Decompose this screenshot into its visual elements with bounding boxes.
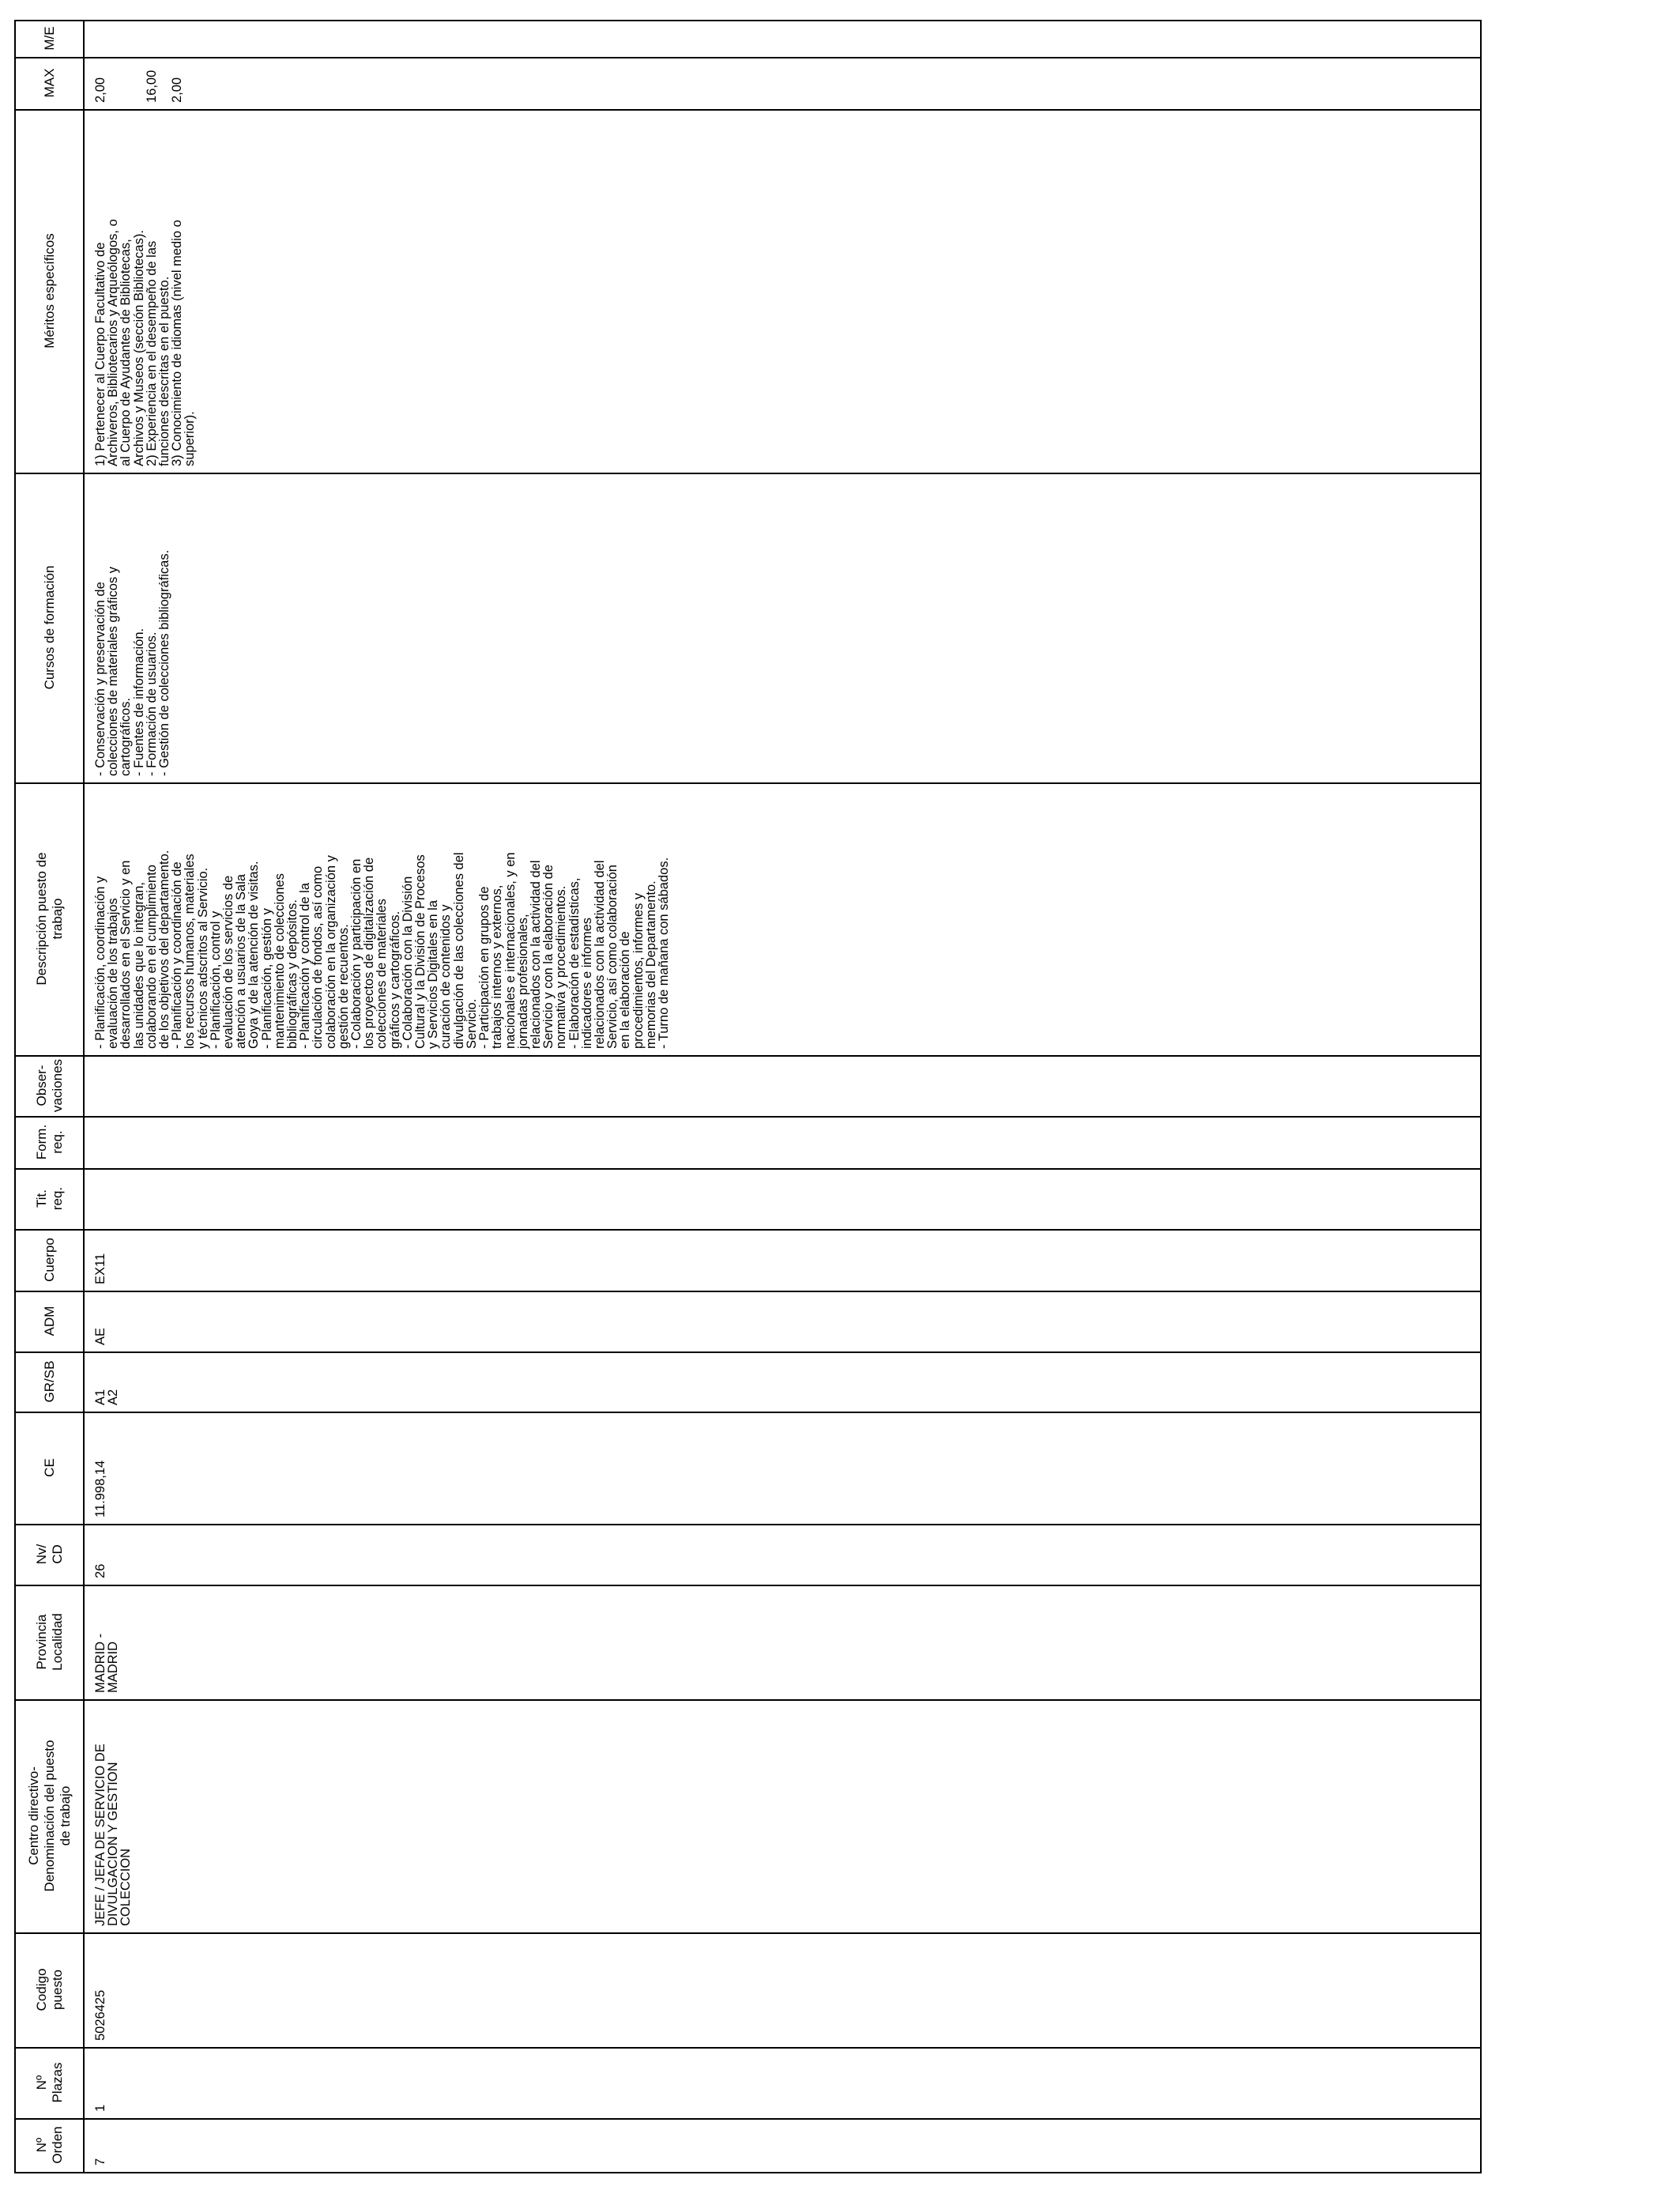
cell-descripcion-line: circulación de fondos, así como [311,865,326,1049]
cell-max-line [133,57,145,103]
cell-descripcion-line: - Planificación y control de la [298,882,313,1049]
header-centro-line: Centro directivo- [25,1766,41,1865]
header-formacion [16,1116,83,1168]
header-titulacion [16,1168,83,1229]
cell-centro [85,1699,1480,1932]
header-orden [16,2118,83,2172]
cell-grupo-line: A1 [93,1389,107,1405]
cell-cursos-line: cartográficos. [119,697,134,776]
cell-descripcion-line: - Planificación, gestión y [259,908,274,1049]
cell-cursos [85,473,1480,782]
cell-cursos-line: - Formación de usuarios. [144,631,159,776]
cell-descripcion-line: nacionales e internacionales, y en [503,852,518,1049]
cell-plazas [85,2047,1480,2118]
cell-observaciones [85,1055,1480,1116]
cell-descripcion-line: las unidades que lo integran, [131,882,146,1049]
cell-ce [85,1412,1480,1524]
cell-descripcion-line: en la elaboración de [618,931,633,1049]
header-ce-line: CE [41,1458,57,1477]
cell-descripcion-line: divulgación de las colecciones del [451,852,466,1049]
header-formacion-line: req. [49,1130,65,1154]
cell-max-line [158,57,171,103]
cell-cuerpo-line: EX11 [93,1253,107,1284]
cell-meritos-line: Archiveros, Bibliotecarios y Arqueólogos, o [106,219,121,466]
header-nivel [16,1524,83,1585]
cell-max-line [107,57,119,103]
cell-cursos-line: - Fuentes de información. [131,628,146,776]
cell-descripcion-line: atención a usuarios de la Sala [234,873,249,1049]
header-cursos-line: Cursos de formación [41,565,57,690]
cell-me [85,20,1480,57]
cell-meritos-line: 2) Experiencia en el desempeño de las [144,240,159,466]
cell-orden-line: 7 [93,2158,107,2166]
header-orden-line: Orden [49,2126,65,2164]
header-grupo [16,1351,83,1412]
header-codigo-line: Codigo [33,1968,49,2011]
header-meritos [16,109,83,473]
cell-max-line [119,57,132,103]
cell-centro-line: COLECCION [119,1848,134,1926]
cell-max-line: 2,00 [170,77,185,103]
table-border-right [1480,20,1482,2173]
cell-ce-line: 11.998,14 [93,1460,107,1517]
cell-grupo-line: A2 [106,1389,121,1405]
cell-descripcion-line: indicadores e informes [579,918,594,1049]
cell-descripcion-line: memorias del Departamento. [643,880,658,1049]
header-provincia [16,1585,83,1699]
header-titulacion-line: req. [49,1186,65,1211]
cell-descripcion-line: procedimientos, informes y [631,892,646,1049]
cell-descripcion-line: normativa y procedimientos. [554,885,569,1049]
header-observaciones-line: Obser- [33,1065,49,1106]
cell-cursos-line: - Conservación y preservación de [93,582,107,776]
cell-meritos-line: al Cuerpo de Ayudantes de Bibliotecas, [119,239,134,466]
header-descripcion-line: trabajo [49,898,65,940]
cell-descripcion-line: - Colaboración y participación en [349,858,364,1049]
header-max-line: MAX [41,68,57,98]
cell-descripcion-line: Goya y de la atención de visitas. [247,861,262,1049]
cell-descripcion-line: - Elaboración de estadísticas, [567,877,582,1049]
cell-descripcion-line: colecciones de materiales [375,899,390,1049]
header-centro [16,1699,83,1932]
header-meritos-line: Méritos específicos [41,233,57,349]
header-me-line: M/E [41,26,57,51]
cell-descripcion-line: y técnicos adscritos al Servicio. [195,867,210,1049]
cell-descripcion-line: gráficos y cartográficos. [387,910,402,1049]
cell-max-line: 2,00 [93,77,107,103]
cell-descripcion-line: gestión de recuentos. [336,924,351,1049]
header-cuerpo-line: Cuerpo [41,1238,57,1282]
header-codigo [16,1932,83,2047]
header-observaciones [16,1055,83,1116]
cell-meritos-line: funciones descritas en el puesto. [157,276,172,466]
header-orden-line: Nº [33,2137,49,2153]
header-provincia-line: Localidad [49,1613,65,1671]
cell-descripcion-line: jornadas profesionales, [515,914,530,1049]
cell-max-line: 16,00 [144,70,159,103]
cell-descripcion-line: - Colaboración con la División [400,876,415,1049]
cell-descripcion-line: curación de contenidos y [439,904,454,1049]
cell-descripcion-line: colaborando en el cumplimiento [144,865,159,1049]
header-descripcion-line: Descripción puesto de [33,852,49,986]
cell-descripcion [85,782,1480,1055]
cell-descripcion-line: colaboración en la organización y [323,855,338,1049]
header-plazas-line: Nº [33,2075,49,2090]
cell-codigo-line: 5026425 [93,1989,107,2041]
cell-descripcion-line: - Planificación, coordinación y [93,876,107,1049]
cell-descripcion-line: Servicio y con la elaboración de [541,865,556,1049]
header-provincia-line: Provincia [33,1614,49,1670]
header-plazas-line: Plazas [49,2062,65,2103]
header-titulacion-line: Tit. [33,1189,49,1208]
header-observaciones-line: vaciones [49,1058,65,1113]
header-descripcion [16,782,83,1055]
cell-centro-line: DIVULGACION Y GESTION [106,1762,121,1926]
cell-descripcion-line: Servicio. [464,998,479,1049]
header-adm-line: ADM [41,1306,57,1336]
header-nivel-line: Nv/ [33,1544,49,1565]
cell-adm-line: AE [93,1327,107,1345]
column-divider-orden [14,2172,1482,2173]
header-plazas [16,2047,83,2118]
cell-descripcion-line: relacionados con la actividad del [592,860,607,1049]
cell-nivel [85,1524,1480,1585]
cell-provincia-line: MADRID [106,1641,121,1693]
header-nivel-line: CD [49,1544,65,1564]
cell-grupo [85,1351,1480,1412]
cell-formacion [85,1116,1480,1168]
header-grupo-line: GR/SB [41,1360,57,1403]
cell-meritos-line: superior). [183,411,198,466]
header-codigo-line: puesto [49,1969,65,2011]
cell-descripcion-line: desarrollados en el Servicio y en [119,860,134,1049]
cell-descripcion-line: de los objetivos del departamento. [157,850,172,1049]
cell-provincia [85,1585,1480,1699]
header-cuerpo [16,1229,83,1291]
header-adm [16,1291,83,1351]
cell-descripcion-line: y Servicios Digitales en la [426,900,441,1049]
cell-descripcion-line: bibliográficas y depósitos. [285,899,300,1049]
header-centro-line: de trabajo [57,1785,73,1846]
cell-descripcion-line: los recursos humanos, materiales [183,854,198,1049]
cell-descripcion-line: Servicio, así como colaboración [605,865,620,1049]
cell-titulacion [85,1168,1480,1229]
cell-descripcion-line: mantenimiento de colecciones [272,873,287,1049]
cell-descripcion-line: evaluación de los servicios de [221,875,236,1049]
header-formacion-line: Form. [33,1124,49,1160]
cell-provincia-line: MADRID - [93,1633,107,1693]
cell-cursos-line: colecciones de materiales gráficos y [106,566,121,776]
cell-descripcion-line: - Planificación, control y [208,910,223,1049]
header-me [16,20,83,57]
cell-max [85,57,1480,109]
cell-adm [85,1291,1480,1351]
cell-meritos-line: 3) Conocimiento de idiomas (nivel medio o [170,220,185,466]
cell-orden [85,2118,1480,2172]
cell-nivel-line: 26 [93,1563,107,1578]
cell-descripcion-line: - Participación en grupos de [477,886,492,1049]
cell-meritos [85,109,1480,473]
header-ce [16,1412,83,1524]
cell-descripcion-line: Cultural y la División de Procesos [413,854,428,1049]
cell-cuerpo [85,1229,1480,1291]
header-centro-line: Denominación del puesto [41,1740,57,1892]
cell-codigo [85,1932,1480,2047]
cell-descripcion-line: trabajos internos y externos, [490,884,505,1049]
cell-descripcion-line: relacionados con la actividad del [528,860,543,1049]
cell-descripcion-line: - Planificación y coordinación de [170,861,185,1049]
cell-meritos-line: 1) Pertenecer al Cuerpo Facultativo de [93,242,107,466]
cell-descripcion-line: - Turno de mañana con sábados. [656,857,671,1049]
cell-descripcion-line: evaluación de los trabajos [106,898,121,1049]
cell-centro-line: JEFE / JEFA DE SERVICIO DE [93,1744,107,1926]
cell-descripcion-line: los proyectos de digitalización de [362,857,377,1049]
cell-cursos-line: - Gestión de colecciones bibliográficas. [157,549,172,776]
cell-plazas-line: 1 [93,2104,107,2112]
header-cursos [16,473,83,782]
cell-meritos-line: Archivos y Museos (sección Bibliotecas). [131,230,146,466]
header-max [16,57,83,109]
